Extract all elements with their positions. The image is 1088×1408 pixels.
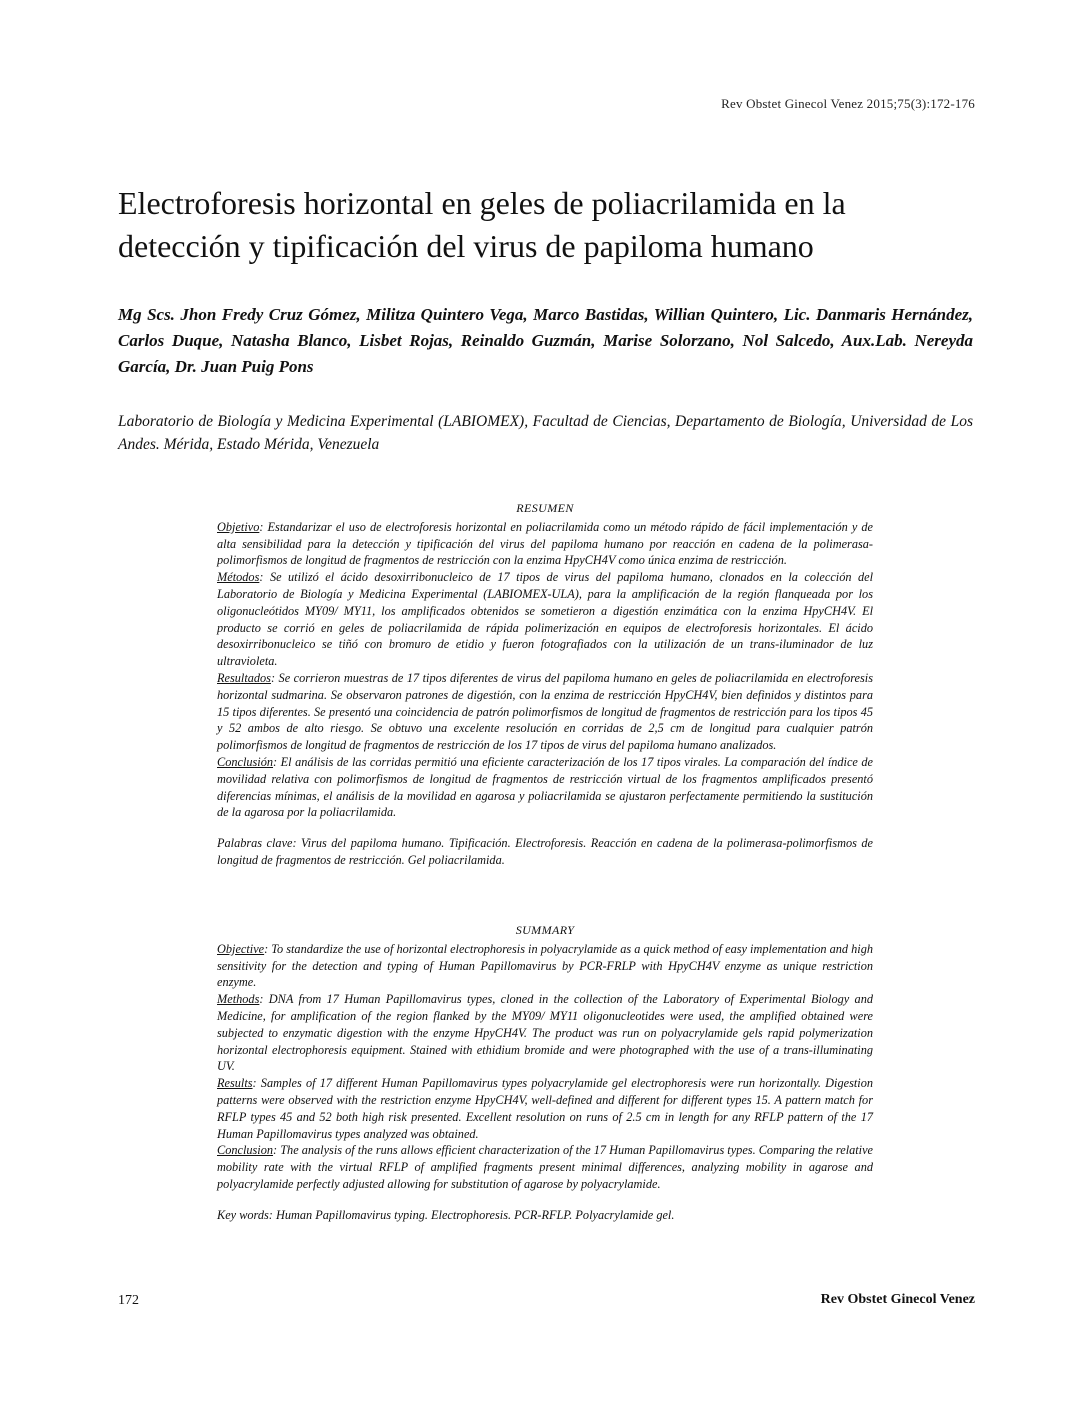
resumen-heading: RESUMEN <box>516 501 574 515</box>
section-label: Objetivo <box>217 519 260 534</box>
running-head: Rev Obstet Ginecol Venez 2015;75(3):172-176 <box>721 96 975 111</box>
resumen-metodos <box>217 569 873 670</box>
page-number: 172 <box>118 1293 139 1308</box>
section-text: : The analysis of the runs allows efficient characterization of the 17 Human Papillomavirus types. Comparing the relative mobility rate with the virtual RFLP of amplified fragments present minimal differences, analyzing mobility in agarose and polyacrylamide perfectly adjusted allowing for substitution of agarose by polyacrylamide. <box>217 1143 874 1191</box>
article-title <box>118 182 978 268</box>
title-line-2: detección y tipificación del virus de papiloma humano <box>118 228 814 264</box>
section-label: Conclusión <box>217 754 274 769</box>
section-text: : Se utilizó el ácido desoxirribonucleico de 17 tipos de virus del papiloma humano, clonados en la colección del Laboratorio de Biología y Medicina Experimental (LABIOMEX-ULA), para la amplificación de la región flanqueada por los oligonucleótidos MY09/ MY11, los amplificados obtenidos se sometieron a digestión enzimática con la enzima HpyCH4V. El producto se corrió en geles de poliacrilamida de rápida polimerización en equipos de electroforesis horizontales. El ácido desoxirribonucleico se tiñó con bromuro de etidio y fueron fotografiados con la utilización de un trans-iluminador de luz ultravioleta. <box>217 570 873 669</box>
section-text: : Se corrieron muestras de 17 tipos diferentes de virus del papiloma humano en geles de poliacrilamida en electroforesis horizontal sudmarina. Se observaron patrones de digestión, con la enzima de restricción HpyCH4V, bien definidos y distintos para 15 tipos diferentes. Se presentó una coincidencia de patrón polimorfismos de longitud de fragmentos de restricción para los tipos 45 y 52 ambos de alto riesgo. Se obtuvo una excelente resolución en corridas de 2,5 cm de longitud para cualquier patrón polimorfismos de longitud de fragmentos de restricción de los 17 tipos de virus del papiloma humano analizados. <box>217 670 873 753</box>
summary-methods <box>217 991 873 1075</box>
resumen-conclusion <box>217 754 873 821</box>
summary-objective <box>217 941 873 991</box>
authors: Mg Scs. Jhon Fredy Cruz Gómez, Militza Quintero Vega, Marco Bastidas, Willian Quintero, Lic. Danmaris Hernández, Carlos Duque, Natasha Blanco, Lisbet Rojas, Reinaldo Guzmán, Marise Solorzano, Nol Salcedo, Aux.Lab. Nereyda García, Dr. Juan Puig Pons <box>118 305 973 376</box>
summary-results <box>217 1075 873 1142</box>
section-text: : El análisis de las corridas permitió una eficiente caracterización de los 17 tipos virales. La comparación del índice de movilidad relativa con polimorfismos de longitud de fragmentos de restricción virtual de los fragmentos amplificados presentó diferencias mínimas, el análisis de la movilidad en agarosa y poliacrilamida se ajustaron perfectamente permitiendo la sustitución de la agarosa por la poliacrilamida. <box>217 754 873 820</box>
section-text: : Estandarizar el uso de electroforesis horizontal en poliacrilamida como un método rápido de fácil implementación y de alta sensibilidad para la detección y tipificación del virus del papiloma humano por reacción en cadena de la polimerasa-polimorfismos de longitud de fragmentos de restricción con la enzima HpyCH4V como única enzima de restricción. <box>217 519 873 568</box>
summary-block <box>217 922 873 1224</box>
resumen-objetivo <box>217 519 873 569</box>
resumen-block <box>217 500 873 869</box>
summary-heading: SUMMARY <box>515 923 575 937</box>
section-label: Métodos <box>217 570 260 585</box>
section-label: Results <box>217 1076 253 1091</box>
summary-keywords: Key words: Human Papillomavirus typing. Electrophoresis. PCR-RFLP. Polyacrylamide gel. <box>217 1207 675 1222</box>
title-line-1: Electroforesis horizontal en geles de poliacrilamida en la <box>118 185 846 221</box>
resumen-resultados <box>217 670 873 754</box>
section-label: Conclusion <box>217 1143 274 1158</box>
footer-journal: Rev Obstet Ginecol Venez <box>820 1292 975 1307</box>
section-label: Methods <box>217 992 260 1007</box>
section-text: : Samples of 17 different Human Papillomavirus types polyacrylamide gel electrophoresis were run horizontally. Digestion patterns were observed with the restriction enzyme HpyCH4V, well-defined and different for different types 15. A pattern match for RFLP types 45 and 52 both high risk presented. Excellent resolution on runs of 2.5 cm in length for any RFLP pattern of the 17 Human Papillomavirus types analyzed was obtained. <box>217 1076 873 1141</box>
section-text: : To standardize the use of horizontal electrophoresis in polyacrylamide as a quick method of easy implementation and high sensitivity for the detection and typing of Human Papillomavirus by PCR-FRLP with HpyCH4V enzyme as unique restriction enzyme. <box>217 941 873 990</box>
affiliation: Laboratorio de Biología y Medicina Experimental (LABIOMEX), Facultad de Ciencias, Departamento de Biología, Universidad de Los Andes. Mérida, Estado Mérida, Venezuela <box>118 413 973 453</box>
resumen-keywords: Palabras clave: Virus del papiloma humano. Tipificación. Electroforesis. Reacción en cadena de la polimerasa-polimorfismos de longitud de fragmentos de restricción. Gel poliacrilamida. <box>217 836 873 867</box>
section-label: Objective <box>217 941 265 956</box>
section-text: : DNA from 17 Human Papillomavirus types, cloned in the collection of the Laboratory of Experimental Biology and Medicine, for amplification of the region flanked by the MY09/ MY11 oligonucleotides were used, the amplified obtained were subjected to enzymatic digestion with the enzyme HpyCH4V. The product was run on polyacrylamide gels rapid polymerization horizontal electrophoresis equipment. Stained with ethidium bromide and were photographed with the use of a trans-illuminating UV. <box>217 992 873 1074</box>
summary-conclusion <box>217 1142 873 1192</box>
section-label: Resultados <box>217 670 271 685</box>
